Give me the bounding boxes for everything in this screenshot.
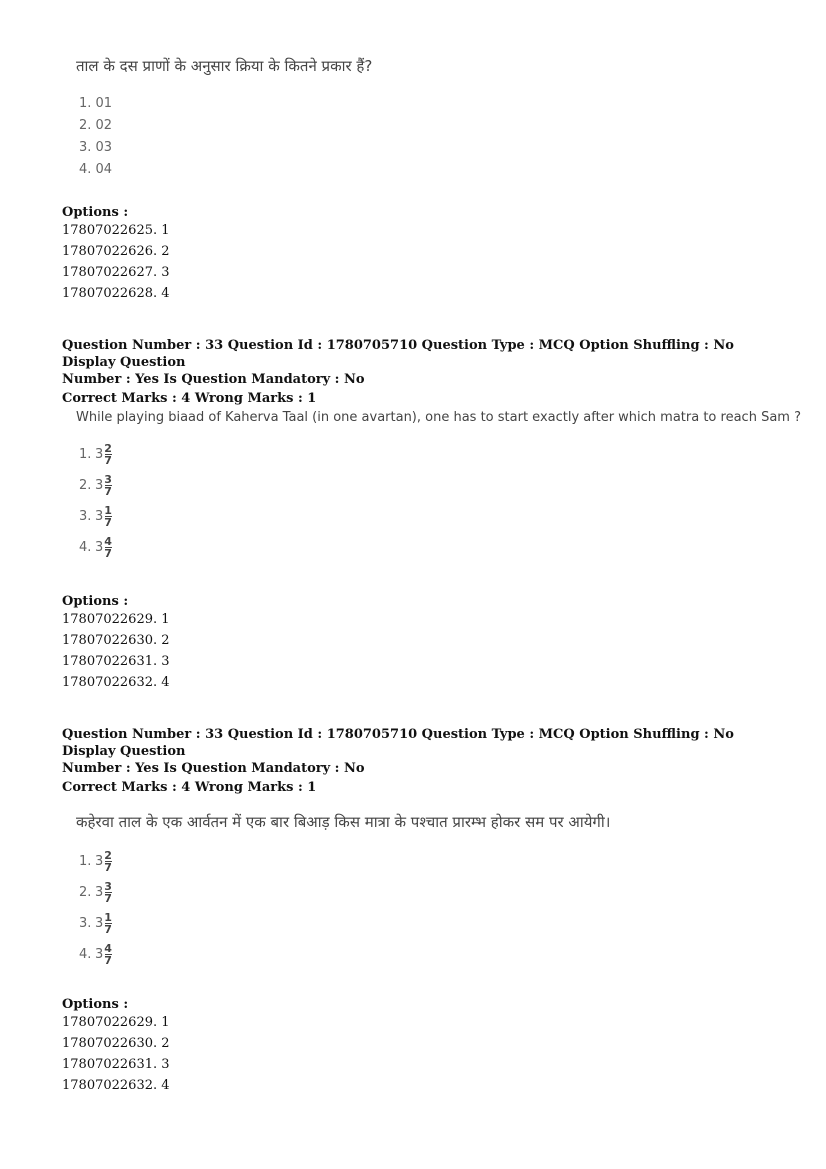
option-row: 17807022629. 1	[62, 1015, 170, 1030]
option-row: 17807022625. 1	[62, 223, 170, 238]
choice-whole: 3	[95, 854, 104, 869]
choice-number: 1.	[79, 854, 92, 869]
marks-line: Correct Marks : 4 Wrong Marks : 1	[62, 391, 317, 406]
q3-choice	[79, 846, 610, 877]
numerator: 3	[104, 880, 112, 893]
option-row: 17807022626. 2	[62, 244, 170, 259]
choice-fraction	[104, 443, 112, 466]
option-row: 17807022632. 4	[62, 675, 170, 690]
denominator: 7	[104, 923, 112, 936]
q2-choice	[79, 470, 801, 501]
choice-number: 4.	[79, 540, 92, 555]
choice-number: 2.	[79, 478, 92, 493]
question-meta-line1: Question Number : 33 Question Id : 1780705710 Question Type : MCQ Option Shuffling : No Display Question	[62, 338, 734, 370]
q3-choice	[79, 908, 610, 939]
choice-whole: 3	[95, 885, 104, 900]
q2-options-block	[62, 594, 782, 693]
q2-choice	[79, 532, 801, 563]
numerator: 2	[104, 442, 112, 455]
choice-whole: 3	[95, 509, 104, 524]
choice-fraction	[104, 536, 112, 559]
q2-question-text: While playing biaad of Kaherva Taal (in one avartan), one has to start exactly after which matra to reach Sam ?	[76, 410, 801, 425]
choice-whole: 3	[95, 478, 104, 493]
denominator: 7	[104, 954, 112, 967]
choice-whole: 3	[95, 447, 104, 462]
option-row: 17807022631. 3	[62, 1057, 170, 1072]
denominator: 7	[104, 485, 112, 498]
q3-question-image	[76, 812, 610, 970]
choice-fraction	[104, 505, 112, 528]
choice-whole: 3	[95, 916, 104, 931]
denominator: 7	[104, 516, 112, 529]
choice-whole: 3	[95, 947, 104, 962]
q1-question-text: ताल के दस प्राणों के अनुसार क्रिया के कितने प्रकार हैं?	[76, 57, 373, 75]
question-meta-line2: Number : Yes Is Question Mandatory : No	[62, 372, 365, 387]
denominator: 7	[104, 454, 112, 467]
q1-choice: 4. 04	[79, 161, 113, 177]
q1-choice: 3. 03	[79, 139, 113, 155]
numerator: 2	[104, 849, 112, 862]
options-label: Options :	[62, 594, 129, 609]
choice-number: 1.	[79, 447, 92, 462]
choice-fraction	[104, 881, 112, 904]
choice-number: 3.	[79, 509, 92, 524]
numerator: 3	[104, 473, 112, 486]
choice-whole: 3	[95, 540, 104, 555]
question-meta-line1: Question Number : 33 Question Id : 1780705710 Question Type : MCQ Option Shuffling : No Display Question	[62, 727, 734, 759]
option-row: 17807022630. 2	[62, 1036, 170, 1051]
option-row: 17807022628. 4	[62, 286, 170, 301]
choice-fraction	[104, 850, 112, 873]
marks-line: Correct Marks : 4 Wrong Marks : 1	[62, 780, 317, 795]
q2-choice	[79, 439, 801, 470]
q2-choice	[79, 501, 801, 532]
question-meta-line2: Number : Yes Is Question Mandatory : No	[62, 761, 365, 776]
option-row: 17807022629. 1	[62, 612, 170, 627]
numerator: 4	[104, 942, 112, 955]
option-row: 17807022632. 4	[62, 1078, 170, 1093]
q1-question-image	[76, 56, 372, 180]
q3-header	[62, 726, 782, 796]
option-row: 17807022631. 3	[62, 654, 170, 669]
q3-question-text: कहेरवा ताल के एक आर्वतन में एक बार बिआड़ किस मात्रा के पश्चात प्रारम्भ होकर सम पर आयेगी।	[76, 813, 611, 831]
q1-choice: 1. 01	[79, 95, 113, 111]
options-label: Options :	[62, 997, 129, 1012]
q1-choice: 2. 02	[79, 117, 113, 133]
choice-fraction	[104, 943, 112, 966]
choice-number: 3.	[79, 916, 92, 931]
numerator: 1	[104, 504, 112, 517]
q3-options-block	[62, 997, 782, 1096]
numerator: 4	[104, 535, 112, 548]
q3-choice	[79, 939, 610, 970]
choice-number: 4.	[79, 947, 92, 962]
q1-options-block	[62, 205, 782, 304]
numerator: 1	[104, 911, 112, 924]
q3-choice	[79, 877, 610, 908]
options-label: Options :	[62, 205, 129, 220]
option-row: 17807022630. 2	[62, 633, 170, 648]
q2-question-image	[76, 410, 801, 563]
option-row: 17807022627. 3	[62, 265, 170, 280]
choice-fraction	[104, 912, 112, 935]
choice-number: 2.	[79, 885, 92, 900]
denominator: 7	[104, 892, 112, 905]
choice-fraction	[104, 474, 112, 497]
denominator: 7	[104, 547, 112, 560]
denominator: 7	[104, 861, 112, 874]
q2-header	[62, 337, 782, 407]
